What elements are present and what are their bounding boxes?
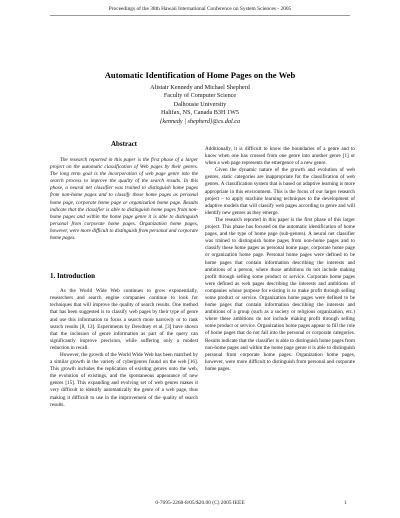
introduction-heading: 1. Introduction [50,272,95,281]
author-affiliation: Faculty of Computer Science [163,92,237,100]
body-paragraph: The research reported in this paper is the first phase of this larger project. This phase has focused on the automatic identification of home pages, and the type of home page (sub-genres). A neural net classifier was trained to distinguish home pages from non-home pages and to classify these home pages as personal home page, corporate home page or organization home page. Personal home pages were defined to be home pages that contain information describing the interests and ambitions of a person, where those ambitions do not include making profit through selling some product or service. Corporate home pages were defined as web pages describing the interests and ambitions of companies whose purpose for existing is to make profit through selling some product or service. Organization home pages were defined to be home pages that contain information describing the interests and ambitions of a group (such as a society or religious organization, etc.) where these ambitions do not include making profit through selling some product or service. Organization home pages appear to fill the role of home pages that do not fall into the personal or corporate categories. Results indicate that the classifier is able to distinguish home pages from non-home pages and within the home page genre it is able to distinguish personal from corporate home pages. Organization home pages, however, were more difficult to distinguish from personal and corporate home pages. [205,216,355,372]
introduction-paragraph: As the World Wide Web continues to grow exponentially, researchers and search engine companies continue to look for techniques that will improve the quality of search results. One method that has been suggested is to classify web pages by their type of genre and use this information to focus a search more narrowly or to rank search results [8, 13]. Experiments by Dewdney et al. [3] have shown that the inclusion of genre information as part of the query can significantly improve precision, while suffering only a modest reduction in recall. [50,288,198,351]
page-number: 1 [344,500,347,506]
paper-title: Automatic Identification of Home Pages on the Web [104,70,296,80]
left-column [50,140,198,409]
body-paragraph: Additionally, it is difficult to know the boundaries of a genre and to know when one has crossed from one genre into another genre [1] or when a web page represents the emergence of a new genre. [205,146,355,167]
author-location: Halifax, NS, Canada B3H 1W5 [160,109,239,117]
abstract-heading: Abstract [110,140,138,148]
body-paragraph: Given the dynamic nature of the growth and evolution of web genres, static categories are inappropriate for the classification of web genres. A classification system that is based on adaptive learning is more appropriate in this environment. This is the focus of our larger research project – to apply machine learning techniques to the development of adaptive models that will classify web pages according to genre and will identify new genres as they emerge. [205,167,355,216]
author-block [0,84,400,126]
author-email: {kennedy | shepherd}@cs.dal.ca [159,117,241,125]
author-names: Alistair Kennedy and Michael Shepherd [150,84,250,91]
running-header: Proceedings of the 38th Hawaii International Conference on System Sciences - 2005 [108,6,292,12]
introduction-paragraph: However, the growth of the World Wide Web has been matched by a similar growth in the variety of cybergenres found on the web [16]. This growth includes the replication of existing genres onto the web, the evolution of existings, and the spontaneous appearance of new genres [15]. This expanding and evolving set of web genres makes it very difficult to identify automatically the genre of a web page, thus making it difficult to use in the improvement of the quality of search results. [50,351,198,408]
author-university: Dalhousie University [173,100,227,108]
header-divider [50,15,350,16]
abstract-text: The research reported in this paper is the first phase of a larger project on the automatic classification of Web pages by their genres. The long term goal is the incorporation of web page genre into the search process to improve the quality of the search results. In this phase, a neural net classifier was trained to distinguish home pages from non-home pages and to classify those home pages as personal home page, corporate home page or organization home page. Results indicate that the classifier is able to distinguish home pages from non-home pages and within the home page genre it is able to distinguish personal from corporate home pages. Organization home pages, however, were more difficult to distinguish from personal and corporate home pages. [50,157,198,242]
footer-copyright: 0-7695-2268-8/05/$20.00 (C) 2005 IEEE [155,500,245,506]
right-column [205,146,355,373]
